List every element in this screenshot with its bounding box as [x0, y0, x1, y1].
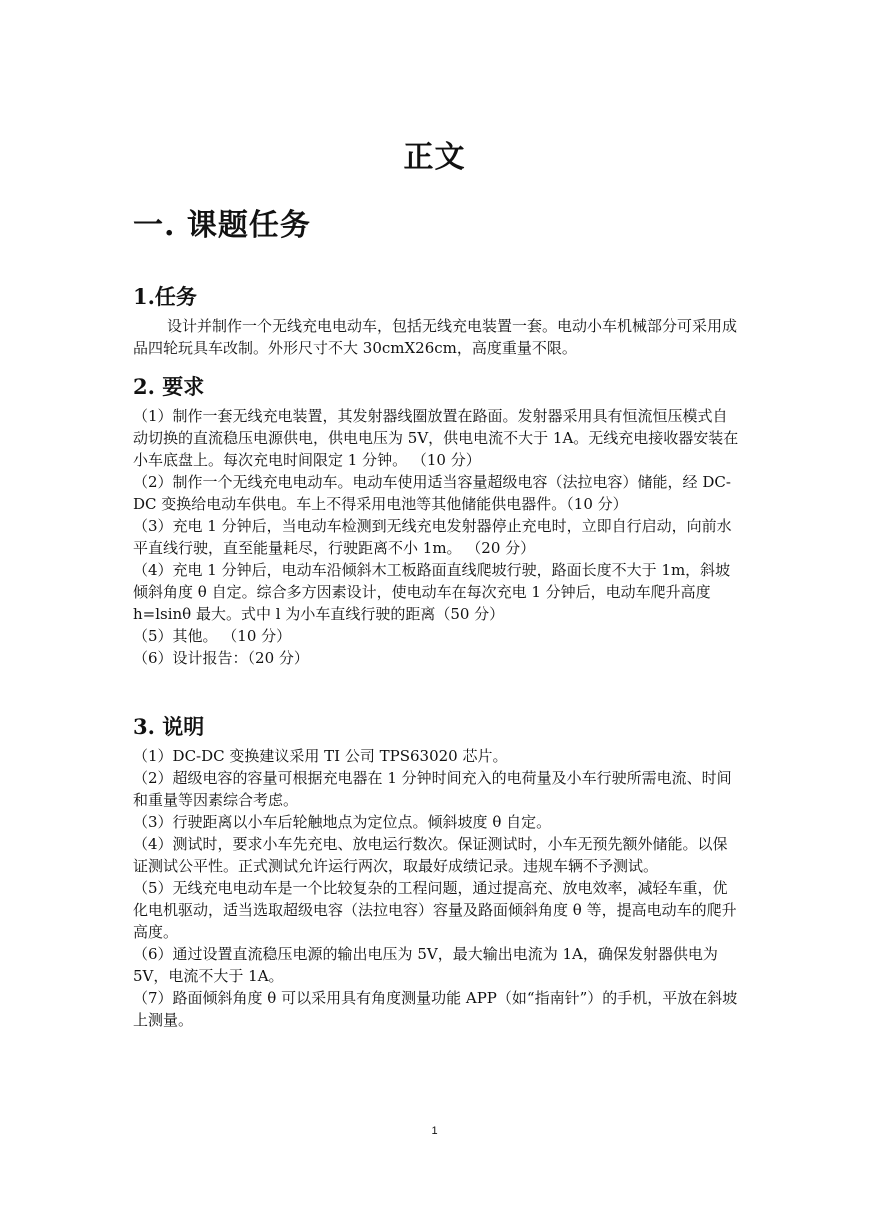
page-title: 正文: [403, 140, 466, 175]
section-heading: 一. 课题任务: [133, 208, 311, 243]
requirement-item-5: （5）其他。 （10 分）: [133, 627, 292, 645]
page-number: 1: [431, 1125, 438, 1137]
notes-heading: 3. 说明: [133, 714, 205, 739]
requirement-item-4: （4）充电 1 分钟后，电动车沿倾斜木工板路面直线爬坡行驶，路面长度不大于 1m，斜坡倾斜角度 θ 自定。综合多方因素设计，使电动车在每次充电 1 分钟后，电动车爬升高度 h=lsinθ 最大。式中 l 为小车直线行驶的距离（50 分）: [133, 561, 731, 623]
note-item-2: （2）超级电容的容量可根据充电器在 1 分钟时间充入的电荷量及小车行驶所需电流、时间和重量等因素综合考虑。: [133, 769, 732, 809]
note-item-4: （4）测试时，要求小车先充电、放电运行数次。保证测试时，小车无预先额外储能。以保证测试公平性。正式测试允许运行两次，取最好成绩记录。违规车辆不予测试。: [133, 835, 728, 875]
notes-list: [133, 745, 739, 1031]
requirement-item-2: （2）制作一个无线充电电动车。电动车使用适当容量超级电容（法拉电容）储能，经 DC-DC 变换给电动车供电。车上不得采用电池等其他储能供电器件。（10 分）: [133, 473, 731, 513]
note-item-7: （7）路面倾斜角度 θ 可以采用具有角度测量功能 APP（如“指南针”）的手机，平放在斜坡上测量。: [133, 989, 738, 1029]
note-item-3: （3）行驶距离以小车后轮触地点为定位点。倾斜坡度 θ 自定。: [133, 813, 552, 831]
task-paragraph: 设计并制作一个无线充电电动车，包括无线充电装置一套。电动小车机械部分可采用成品四轮玩具车改制。外形尺寸不大 30cmX26cm，高度重量不限。: [133, 317, 738, 357]
requirement-item-6: （6）设计报告：（20 分）: [133, 649, 309, 667]
task-heading: 1.任务: [133, 284, 197, 309]
note-item-5: （5）无线充电电动车是一个比较复杂的工程问题，通过提高充、放电效率，减轻车重，优化电机驱动，适当选取超级电容（法拉电容）容量及路面倾斜角度 θ 等，提高电动车的爬升高度。: [133, 879, 737, 941]
requirement-item-1: （1）制作一套无线充电装置，其发射器线圈放置在路面。发射器采用具有恒流恒压模式自动切换的直流稳压电源供电，供电电压为 5V，供电电流不大于 1A。无线充电接收器安装在小车底盘上。每次充电时间限定 1 分钟。 （10 分）: [133, 407, 739, 469]
note-item-1: （1）DC-DC 变换建议采用 TI 公司 TPS63020 芯片。: [133, 747, 508, 765]
requirements-heading: 2. 要求: [133, 374, 205, 399]
note-item-6: （6）通过设置直流稳压电源的输出电压为 5V，最大输出电流为 1A，确保发射器供电为 5V，电流不大于 1A。: [133, 945, 718, 985]
requirements-list: [133, 405, 739, 669]
requirement-item-3: （3）充电 1 分钟后，当电动车检测到无线充电发射器停止充电时，立即自行启动，向前水平直线行驶，直至能量耗尽，行驶距离不小 1m。 （20 分）: [133, 517, 732, 557]
